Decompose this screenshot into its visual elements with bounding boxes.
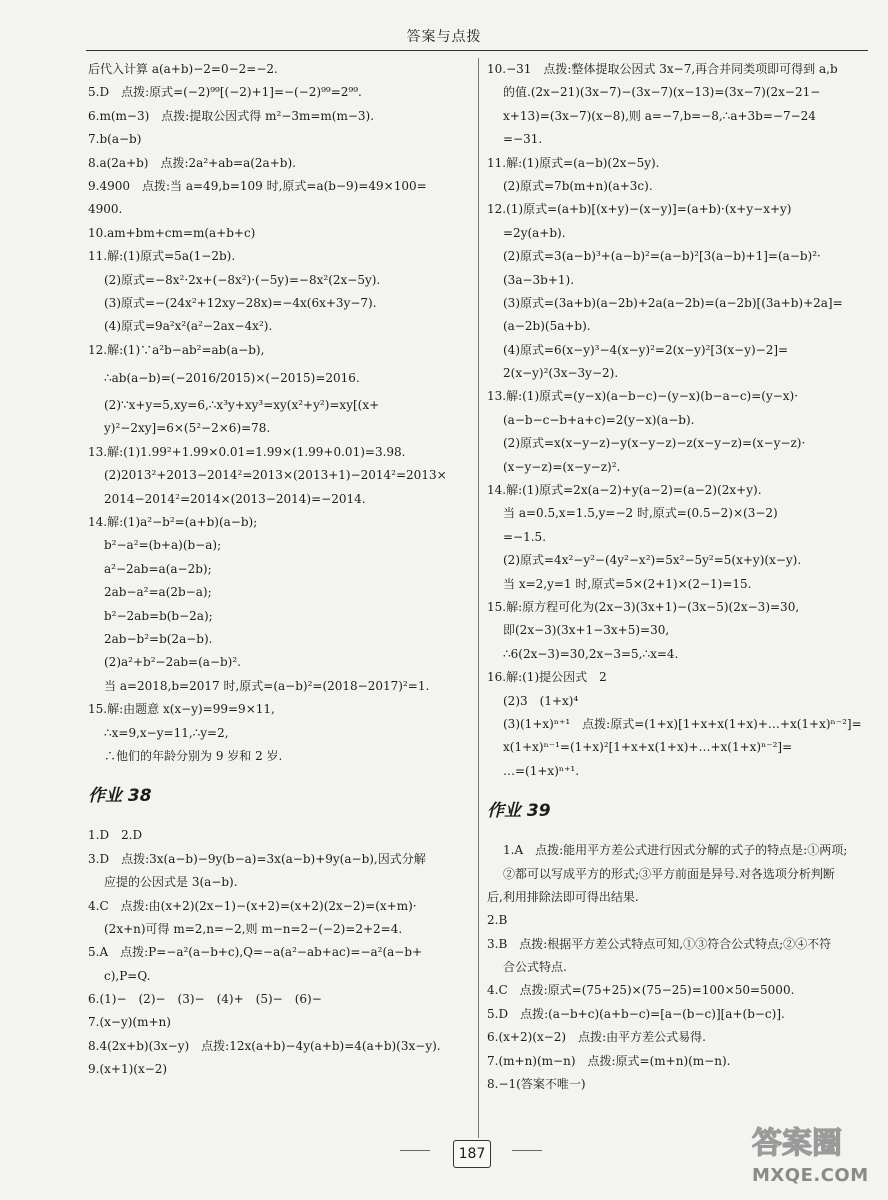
answer-line: 2(x−y)²(3x−3y−2). xyxy=(503,366,619,381)
answer-line: 4.C 点拨:由(x+2)(2x−1)−(x+2)=(x+2)(2x−2)=(x+m)· xyxy=(88,898,417,913)
answer-line: y)²−2xy]=6×(5²−2×6)=78. xyxy=(104,421,271,436)
section-heading: 作业 38 xyxy=(88,786,152,807)
answer-line: 9.4900 点拨:当 a=49,b=109 时,原式=a(b−9)=49×100= xyxy=(88,178,427,193)
answer-line: (2)∵x+y=5,xy=6,∴x³y+xy³=xy(x²+y²)=xy[(x+ xyxy=(104,398,380,413)
answer-line: (2)原式=7b(m+n)(a+3c). xyxy=(503,178,653,193)
answer-line: 5.A 点拨:P=−a²(a−b+c),Q=−a(a²−ab+ac)=−a²(a−b+ xyxy=(88,945,423,960)
answer-line: ②都可以写成平方的形式;③平方前面是异号.对各选项分析判断 xyxy=(503,866,835,881)
section-heading: 作业 39 xyxy=(487,801,551,822)
answer-line: 10.am+bm+cm=m(a+b+c) xyxy=(88,225,256,240)
answer-line: 11.解:(1)原式=5a(1−2b). xyxy=(88,249,236,264)
answer-line: 8.a(2a+b) 点拨:2a²+ab=a(2a+b). xyxy=(88,155,296,170)
answer-line: …=(1+x)ⁿ⁺¹. xyxy=(503,763,580,778)
answer-line: a²−2ab=a(a−2b); xyxy=(104,561,212,576)
answer-line: ∴ab(a−b)=(−2016/2015)×(−2015)=2016. xyxy=(104,371,360,386)
answer-line: 2014−2014²=2014×(2013−2014)=−2014. xyxy=(104,491,366,506)
answer-line: 5.D 点拨:原式=(−2)⁹⁹[(−2)+1]=−(−2)⁹⁹=2⁹⁹. xyxy=(88,85,362,100)
answer-line: (a−b−c−b+a+c)=2(y−x)(a−b). xyxy=(503,412,695,427)
answer-line: (3)原式=(3a+b)(a−2b)+2a(a−2b)=(a−2b)[(3a+b)+2a]= xyxy=(503,295,843,310)
answer-line: 1.A 点拨:能用平方差公式进行因式分解的式子的特点是:①两项; xyxy=(503,843,848,858)
answer-line: 4900. xyxy=(88,202,123,217)
column-divider xyxy=(478,58,479,1138)
answer-line: 3.B 点拨:根据平方差公式特点可知,①③符合公式特点;②④不符 xyxy=(487,936,832,951)
answer-line: 13.解:(1)1.99²+1.99×0.01=1.99×(1.99+0.01)=3.98. xyxy=(88,444,406,459)
left-column xyxy=(88,58,470,1082)
answer-line: 12.(1)原式=(a+b)[(x+y)−(x−y)]=(a+b)·(x+y−x+y) xyxy=(487,202,792,217)
answer-line: 14.解:(1)a²−b²=(a+b)(a−b); xyxy=(88,515,258,530)
answer-line: 6.(1)− (2)− (3)− (4)+ (5)− (6)− xyxy=(88,992,322,1007)
answer-line: 13.解:(1)原式=(y−x)(a−b−c)−(y−x)(b−a−c)=(y−x)· xyxy=(487,389,799,404)
answer-line: 5.D 点拨:(a−b+c)(a+b−c)=[a−(b−c)][a+(b−c)]. xyxy=(487,1006,785,1021)
answer-line: 2ab−a²=a(2b−a); xyxy=(104,585,212,600)
answer-line: 后,利用排除法即可得出结果. xyxy=(487,889,639,904)
answer-line: (2)a²+b²−2ab=(a−b)². xyxy=(104,655,241,670)
page-number: 187 xyxy=(453,1140,491,1168)
answer-line: b²−2ab=b(b−2a); xyxy=(104,608,213,623)
answer-line: 6.m(m−3) 点拨:提取公因式得 m²−3m=m(m−3). xyxy=(88,108,375,123)
answer-line: 16.解:(1)提公因式 2 xyxy=(487,670,607,685)
answer-line: 1.D 2.D xyxy=(88,828,143,843)
right-column xyxy=(487,58,869,1096)
answer-line: ∴6(2x−3)=30,2x−3=5,∴x=4. xyxy=(503,646,679,661)
answer-line: 7.b(a−b) xyxy=(88,132,142,147)
answer-line: =−1.5. xyxy=(503,529,547,544)
answer-line: 2.B xyxy=(487,913,508,928)
answer-line: =2y(a+b). xyxy=(503,225,566,240)
answer-line: =−31. xyxy=(503,132,543,147)
answer-line: (a−2b)(5a+b). xyxy=(503,319,591,334)
watermark-logo: 答案圈 xyxy=(752,1126,842,1161)
answer-line: 9.(x+1)(x−2) xyxy=(88,1062,168,1077)
answer-line: (3)原式=−(24x²+12xy−28x)=−4x(6x+3y−7). xyxy=(104,295,377,310)
answer-line: (2)原式=4x²−y²−(4y²−x²)=5x²−5y²=5(x+y)(x−y). xyxy=(503,553,802,568)
answer-line: (3)(1+x)ⁿ⁺¹ 点拨:原式=(1+x)[1+x+x(1+x)+…+x(1+x)ⁿ⁻²]= xyxy=(503,716,862,731)
answer-line: 合公式特点. xyxy=(503,960,567,975)
answer-line: 2ab−b²=b(2a−b). xyxy=(104,631,213,646)
watermark-url: MXQE.COM xyxy=(752,1165,869,1186)
answer-line: (2)2013²+2013−2014²=2013×(2013+1)−2014²=2013× xyxy=(104,468,447,483)
answer-line: 8.−1(答案不唯一) xyxy=(487,1077,586,1092)
page-number-rule-left xyxy=(400,1150,430,1151)
answer-line: (x−y−z)=(x−y−z)². xyxy=(503,459,621,474)
answer-line: 14.解:(1)原式=2x(a−2)+y(a−2)=(a−2)(2x+y). xyxy=(487,483,762,498)
answer-line: 11.解:(1)原式=(a−b)(2x−5y). xyxy=(487,155,660,170)
answer-line: 7.(x−y)(m+n) xyxy=(88,1015,171,1030)
answer-line: 6.(x+2)(x−2) 点拨:由平方差公式易得. xyxy=(487,1030,706,1045)
header-rule xyxy=(86,50,868,51)
answer-line: x+13)=(3x−7)(x−8),则 a=−7,b=−8,∴a+3b=−7−24 xyxy=(503,108,816,123)
answer-line: (2)原式=−8x²·2x+(−8x²)·(−5y)=−8x²(2x−5y). xyxy=(104,272,381,287)
answer-line: 15.解:由题意 x(x−y)=99=9×11, xyxy=(88,702,275,717)
answer-line: ∴x=9,x−y=11,∴y=2, xyxy=(104,725,229,740)
answer-line: (3a−3b+1). xyxy=(503,272,575,287)
answer-line: (2)原式=3(a−b)³+(a−b)²=(a−b)²[3(a−b)+1]=(a−b)²· xyxy=(503,249,821,264)
answer-line: 10.−31 点拨:整体提取公因式 3x−7,再合并同类项即可得到 a,b xyxy=(487,62,838,76)
answer-line: b²−a²=(b+a)(b−a); xyxy=(104,538,222,553)
answer-line: ∴他们的年龄分别为 9 岁和 2 岁. xyxy=(104,748,283,763)
page-number-rule-right xyxy=(512,1150,542,1151)
answer-line: 后代入计算 a(a+b)−2=0−2=−2. xyxy=(88,62,278,76)
answer-line: 当 x=2,y=1 时,原式=5×(2+1)×(2−1)=15. xyxy=(503,576,752,591)
answer-line: (4)原式=6(x−y)³−4(x−y)²=2(x−y)²[3(x−y)−2]= xyxy=(503,342,789,357)
answer-line: 4.C 点拨:原式=(75+25)×(75−25)=100×50=5000. xyxy=(487,983,795,998)
answer-line: 应提的公因式是 3(a−b). xyxy=(104,875,238,890)
answer-line: (2)原式=x(x−y−z)−y(x−y−z)−z(x−y−z)=(x−y−z)· xyxy=(503,436,806,451)
answer-line: 15.解:原方程可化为(2x−3)(3x+1)−(3x−5)(2x−3)=30, xyxy=(487,599,800,614)
answer-line: (2)3 (1+x)⁴ xyxy=(503,693,579,708)
answer-line: 8.4(2x+b)(3x−y) 点拨:12x(a+b)−4y(a+b)=4(a+b)(3x−y). xyxy=(88,1038,441,1053)
answer-line: 12.解:(1)∵a²b−ab²=ab(a−b), xyxy=(88,342,265,357)
answer-line: x(1+x)ⁿ⁻¹=(1+x)²[1+x+x(1+x)+…+x(1+x)ⁿ⁻²]= xyxy=(503,740,793,755)
answer-line: (2x+n)可得 m=2,n=−2,则 m−n=2−(−2)=2+2=4. xyxy=(104,921,403,936)
answer-line: 即(2x−3)(3x+1−3x+5)=30, xyxy=(503,623,670,638)
answer-line: 3.D 点拨:3x(a−b)−9y(b−a)=3x(a−b)+9y(a−b),因式分解 xyxy=(88,851,426,866)
answer-line: 7.(m+n)(m−n) 点拨:原式=(m+n)(m−n). xyxy=(487,1053,731,1068)
answer-line: 当 a=0.5,x=1.5,y=−2 时,原式=(0.5−2)×(3−2) xyxy=(503,506,778,521)
page-header-title: 答案与点拨 xyxy=(406,29,482,45)
answer-line: 当 a=2018,b=2017 时,原式=(a−b)²=(2018−2017)²=1. xyxy=(104,678,430,693)
answer-line: 的值.(2x−21)(3x−7)−(3x−7)(x−13)=(3x−7)(2x−21− xyxy=(503,85,821,100)
answer-line: c),P=Q. xyxy=(104,968,151,983)
answer-line: (4)原式=9a²x²(a²−2ax−4x²). xyxy=(104,319,273,334)
watermark xyxy=(752,1124,872,1190)
